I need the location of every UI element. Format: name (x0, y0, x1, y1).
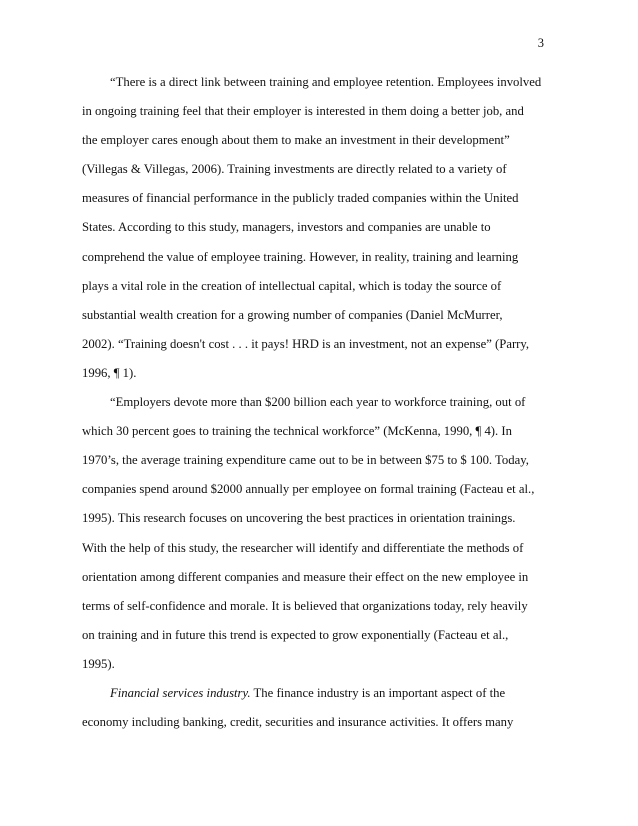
paragraph-line: plays a vital role in the creation of intellectual capital, which is today the source of (82, 278, 502, 293)
paragraph-line: States. According to this study, managers, investors and companies are unable to (82, 220, 491, 235)
paragraph-line: 1996, ¶ 1). (82, 365, 137, 380)
paragraph-line: (Villegas & Villegas, 2006). Training investments are directly related to a variety of (82, 162, 507, 177)
paragraph-line: terms of self-confidence and morale. It is believed that organizations today, rely heavily (82, 598, 528, 613)
paragraph-line: With the help of this study, the researcher will identify and differentiate the methods of (82, 540, 524, 555)
paragraph-line: 1995). (82, 656, 115, 671)
page-number: 3 (537, 36, 544, 50)
paragraph-line: 1970’s, the average training expenditure came out to be in between $75 to $ 100. Today, (82, 453, 529, 468)
section-line (82, 679, 552, 708)
paragraph-line: substantial wealth creation for a growing number of companies (Daniel McMurrer, (82, 307, 503, 322)
paragraph-line: companies spend around $2000 annually per employee on formal training (Facteau et al., (82, 482, 535, 497)
paragraph-line: the employer cares enough about them to make an investment in their development” (82, 133, 510, 148)
paragraph-line: orientation among different companies and measure their effect on the new employee in (82, 569, 529, 584)
paragraph-line: measures of financial performance in the publicly traded companies within the United (82, 191, 519, 206)
paragraph-line: 2002). “Training doesn't cost . . . it pays! HRD is an investment, not an expense” (Parry, (82, 336, 530, 351)
paragraph-line: 1995). This research focuses on uncovering the best practices in orientation trainings. (82, 511, 516, 526)
paragraph-line: which 30 percent goes to training the technical workforce” (McKenna, 1990, ¶ 4). In (82, 424, 512, 439)
section-heading: Financial services industry. (110, 685, 251, 700)
paragraph-line: economy including banking, credit, securities and insurance activities. It offers many (82, 715, 514, 730)
paragraph-line: “Employers devote more than $200 billion each year to workforce training, out of (110, 395, 526, 410)
paragraph-line: “There is a direct link between training and employee retention. Employees involved (110, 75, 542, 89)
paragraph-line: comprehend the value of employee training. However, in reality, training and learning (82, 249, 519, 264)
body-text (82, 68, 552, 737)
section-lead-text: The finance industry is an important aspect of the (250, 685, 506, 700)
paragraph-line: on training and in future this trend is expected to grow exponentially (Facteau et al., (82, 627, 509, 642)
paragraph-line: in ongoing training feel that their employer is interested in them doing a better job, and (82, 104, 524, 119)
